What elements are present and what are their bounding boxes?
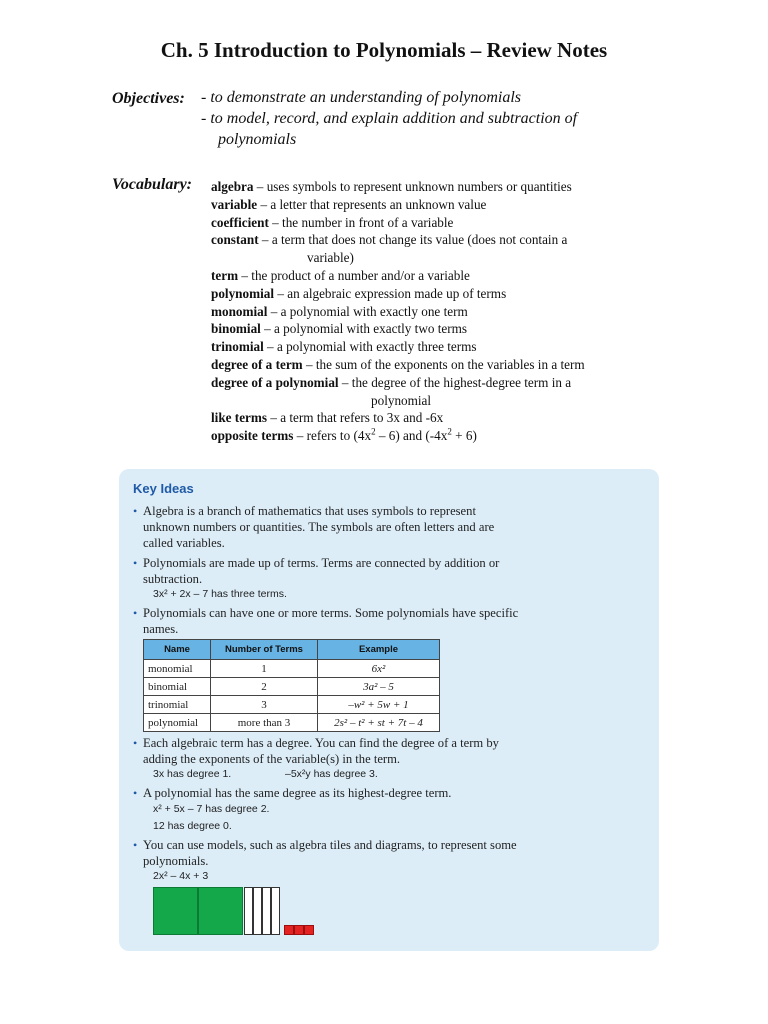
vocab-item-degree-of-polynomial: degree of a polynomial – the degree of the highest-degree term in a xyxy=(211,374,572,390)
bullet-icon: • xyxy=(133,838,138,852)
vocab-item-constant: constant – a term that does not change its value (does not contain a xyxy=(211,232,568,248)
table-header: Number of Terms xyxy=(211,640,318,660)
example-tile-expression: 2x² – 4x + 3 xyxy=(153,870,209,882)
x-squared-tile xyxy=(153,887,198,935)
objective-line-3: polynomials xyxy=(218,131,297,148)
vocab-item-monomial: monomial – a polynomial with exactly one term xyxy=(211,303,468,319)
vocab-item-variable: variable – a letter that represents an unknown value xyxy=(211,196,487,212)
example-degree-1: 3x has degree 1. xyxy=(153,768,232,780)
table-row: trinomial 3 –w² + 5w + 1 xyxy=(144,696,440,714)
bullet-icon: • xyxy=(133,504,138,518)
objective-line-1: - to demonstrate an understanding of polynomials xyxy=(201,89,521,106)
unit-tile xyxy=(294,925,304,935)
polynomial-names-table xyxy=(143,639,440,732)
key-idea-polynomial-degree: • A polynomial has the same degree as its highest-degree term. xyxy=(133,786,452,800)
x-tile xyxy=(271,887,280,935)
objectives-label: Objectives: xyxy=(112,90,185,107)
vocab-item-opposite-terms: opposite terms – refers to $(4x^2 - 6)$ and $(-4x^2 + 6)$ xyxy=(211,426,477,444)
key-idea-algebra: • Algebra is a branch of mathematics that uses symbols to represent unknown numbers or quantities. The symbols are often letters and are called variables. xyxy=(133,504,495,550)
vocab-item-degree-of-term: degree of a term – the sum of the exponents on the variables in a term xyxy=(211,356,585,372)
key-ideas-title: Key Ideas xyxy=(133,481,194,496)
vocabulary-list xyxy=(211,178,651,445)
vocab-item-term: term – the product of a number and/or a variable xyxy=(211,267,470,283)
key-idea-degree: • Each algebraic term has a degree. You can find the degree of a term by adding the exponents of the variable(s) in the term. xyxy=(133,736,499,766)
x-squared-tile xyxy=(198,887,243,935)
example-three-terms: 3x² + 2x – 7 has three terms. xyxy=(153,588,287,600)
vocab-item-trinomial: trinomial – a polynomial with exactly three terms xyxy=(211,339,477,355)
objective-line-2: - to model, record, and explain addition and subtraction of xyxy=(201,110,578,127)
vocab-item-binomial: binomial – a polynomial with exactly two terms xyxy=(211,321,468,337)
key-idea-names: • Polynomials can have one or more terms. Some polynomials have specific names. xyxy=(133,606,519,636)
bullet-icon: • xyxy=(133,786,138,800)
page-title: Ch. 5 Introduction to Polynomials – Review Notes xyxy=(160,38,608,62)
vocab-item-polynomial: polynomial – an algebraic expression made up of terms xyxy=(211,285,507,301)
vocab-item-degree-of-polynomial-cont: polynomial xyxy=(371,392,432,408)
vocabulary-label: Vocabulary: xyxy=(112,176,192,193)
vocab-item-coefficient: coefficient – the number in front of a variable xyxy=(211,214,454,230)
table-row: binomial 2 3a² – 5 xyxy=(144,678,440,696)
table-header: Name xyxy=(144,640,211,660)
bullet-icon: • xyxy=(133,606,138,620)
table-row: polynomial more than 3 2s² – t² + st + 7t – 4 xyxy=(144,714,440,732)
x-tile xyxy=(244,887,253,935)
key-idea-terms: • Polynomials are made up of terms. Terms are connected by addition or subtraction. xyxy=(133,556,500,586)
key-idea-models: • You can use models, such as algebra tiles and diagrams, to represent some polynomials. xyxy=(133,838,517,868)
vocab-item-algebra: algebra – uses symbols to represent unknown numbers or quantities xyxy=(211,179,572,194)
example-degree-2: x² + 5x – 7 has degree 2. xyxy=(153,803,270,815)
unit-tile xyxy=(284,925,294,935)
bullet-icon: • xyxy=(133,736,138,750)
example-degree-0: 12 has degree 0. xyxy=(153,820,232,832)
unit-tile xyxy=(304,925,314,935)
vocab-item-like-terms: like terms – a term that refers to 3x and -6x xyxy=(211,410,444,426)
x-tile xyxy=(253,887,262,935)
bullet-icon: • xyxy=(133,556,138,570)
vocab-item-constant-cont: variable) xyxy=(307,250,354,266)
x-tile xyxy=(262,887,271,935)
table-header: Example xyxy=(318,640,440,660)
example-degree-3: –5x²y has degree 3. xyxy=(285,768,378,780)
table-row: monomial 1 6x² xyxy=(144,660,440,678)
key-ideas-panel xyxy=(119,469,659,951)
